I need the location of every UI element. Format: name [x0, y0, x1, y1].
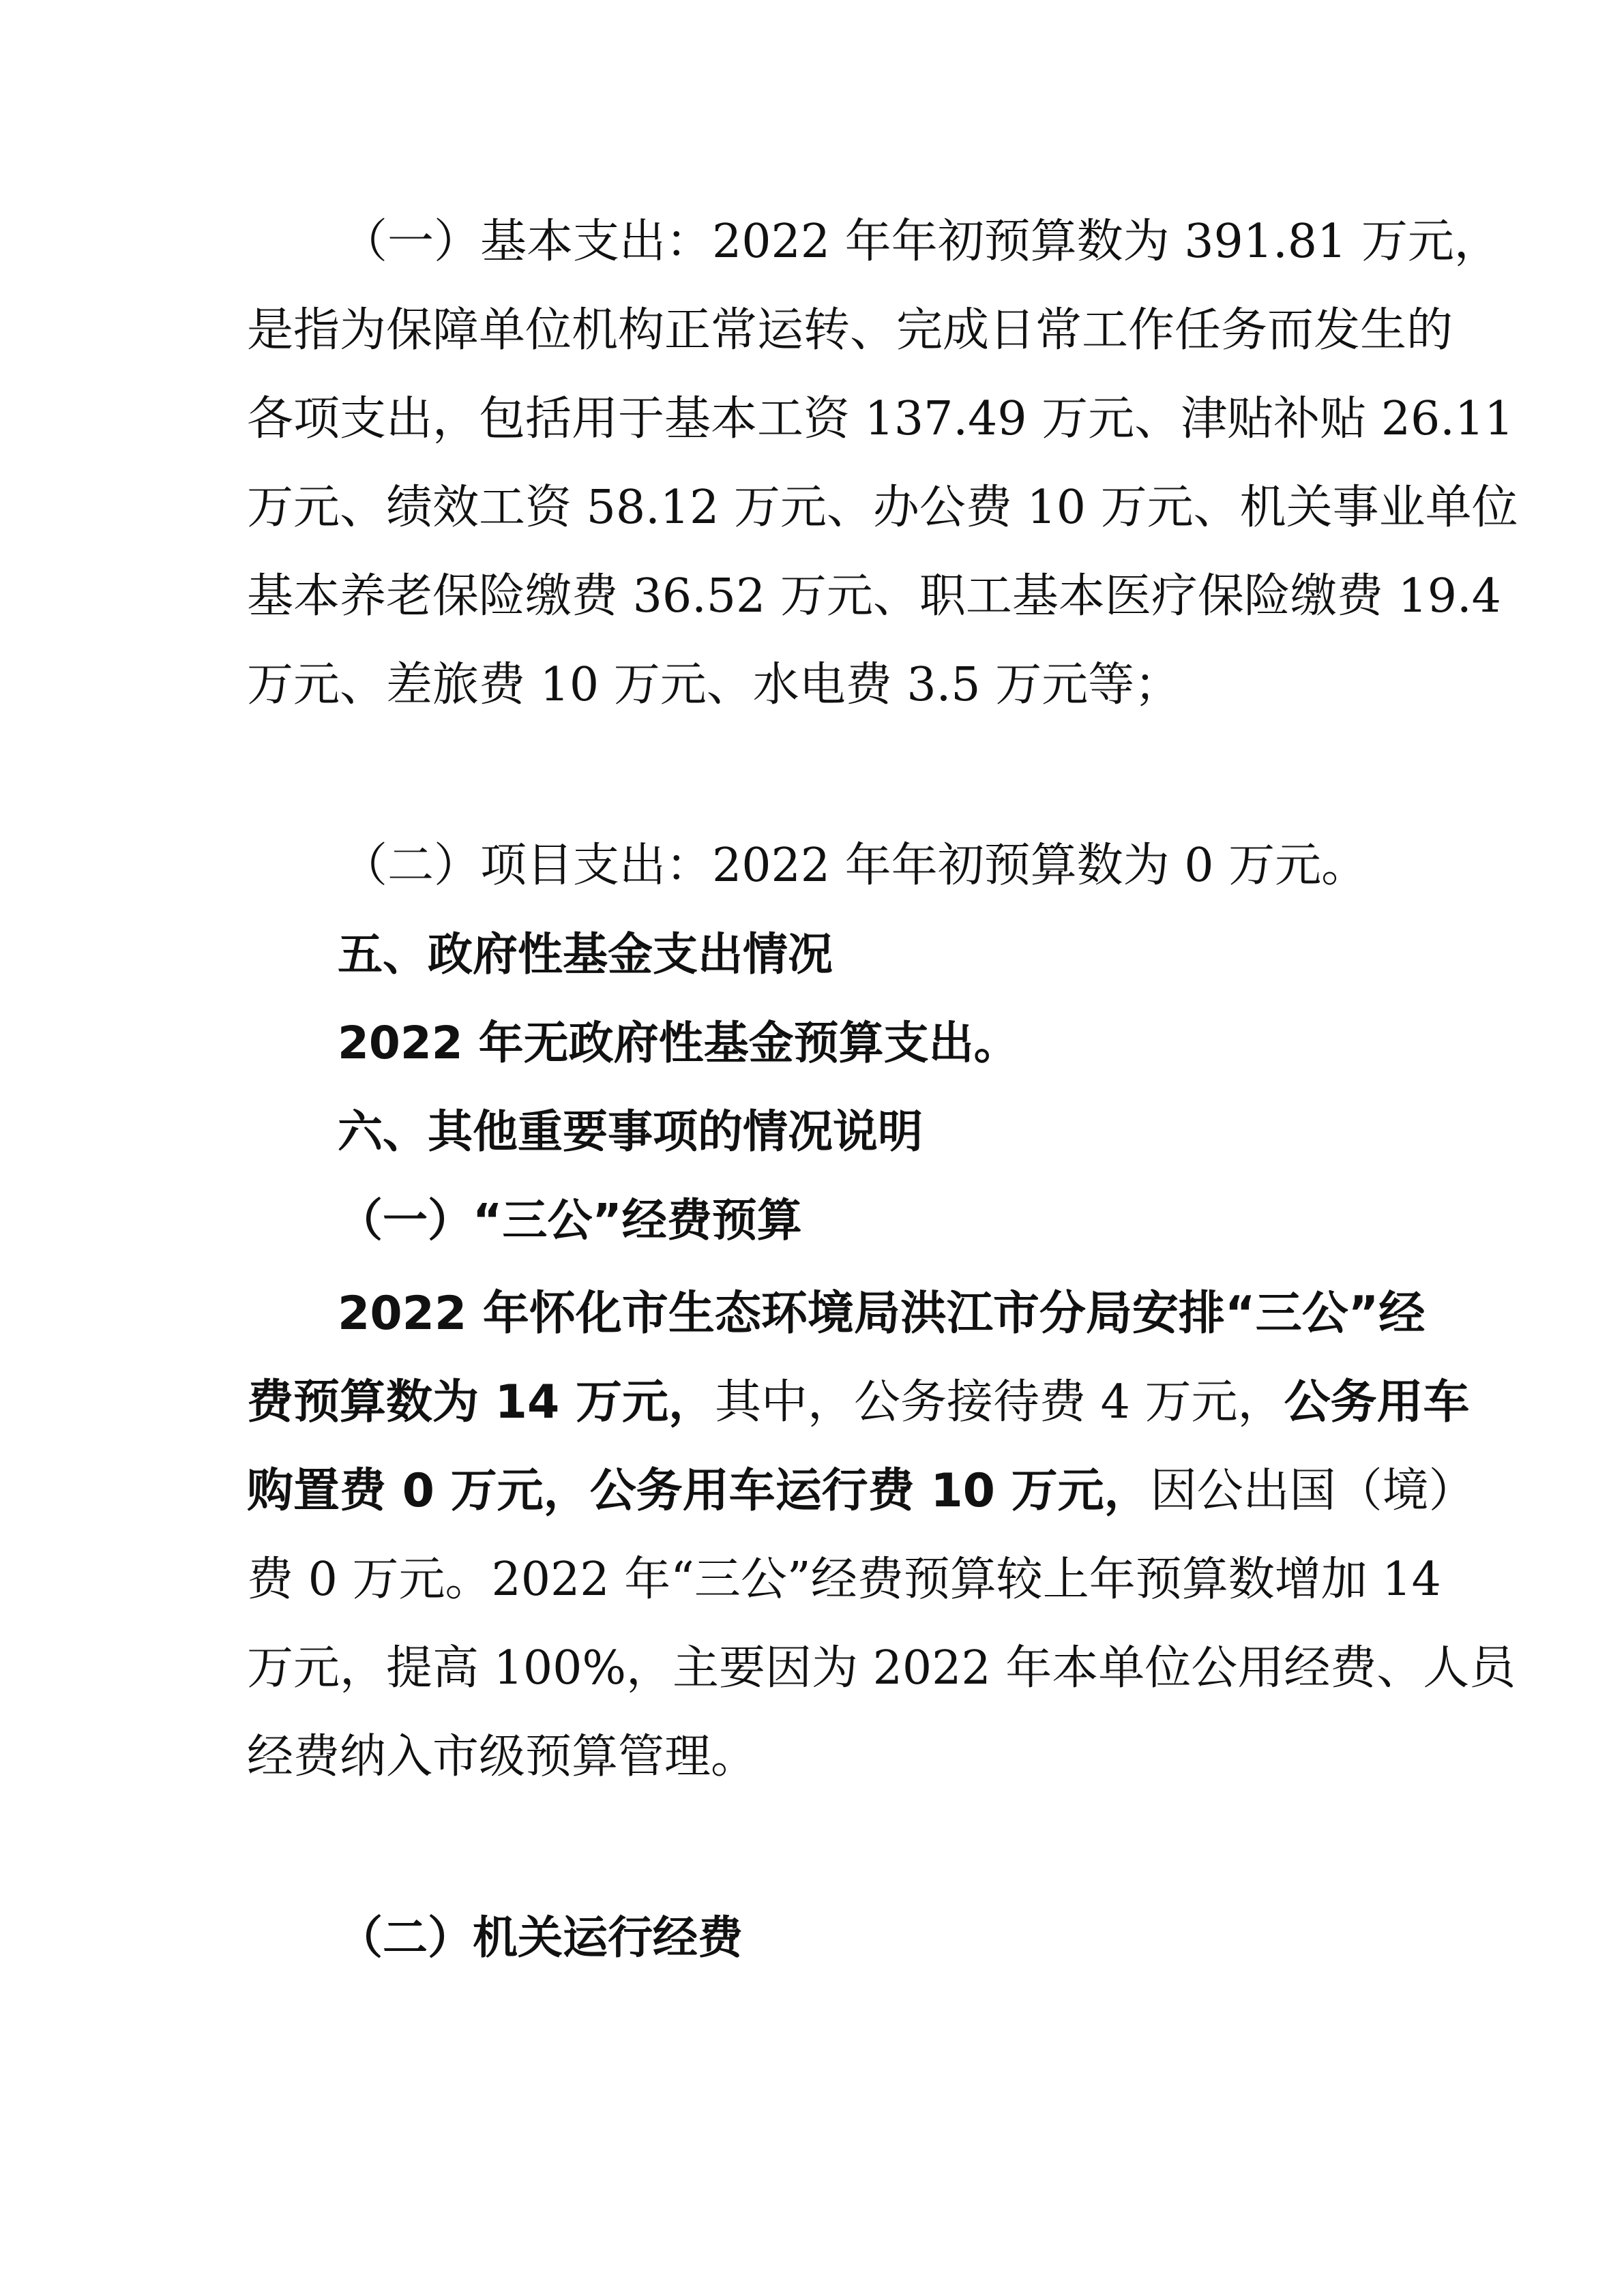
three-public-line-5: 万元，提高 100%，主要因为 2022 年本单位公用经费、人员 [247, 1641, 1516, 1695]
basic-expense-line-5: 基本养老保险缴费 36.52 万元、职工基本医疗保险缴费 19.4 [247, 569, 1501, 623]
sub-heading-three-public: （一）“三公”经费预算 [338, 1194, 802, 1247]
three-public-line-4: 费 0 万元。2022 年“三公”经费预算较上年预算数增加 14 [247, 1553, 1441, 1607]
three-public-line-3 [247, 1447, 1475, 1536]
heading-other-matters: 六、其他重要事项的情况说明 [338, 1105, 923, 1158]
three-public-line-3-normal: 因公出国（境） [1150, 1464, 1475, 1518]
sub-heading-operating-expenses: （二）机关运行经费 [338, 1911, 743, 1964]
project-expense-line: （二）项目支出：2022 年年初预算数为 0 万元。 [341, 839, 1368, 893]
basic-expense-line-2: 是指为保障单位机构正常运转、完成日常工作任务而发生的 [247, 303, 1453, 357]
basic-expense-line-1: （一）基本支出：2022 年年初预算数为 391.81 万元， [341, 215, 1501, 269]
three-public-line-2-normal: 其中，公务接待费 4 万元， [714, 1375, 1284, 1429]
three-public-line-2-bold-tail: 公务用车 [1284, 1375, 1470, 1429]
three-public-line-1: 2022 年怀化市生态环境局洪江市分局安排“三公”经 [338, 1287, 1426, 1341]
three-public-line-2 [247, 1358, 1470, 1447]
heading-government-fund: 五、政府性基金支出情况 [338, 928, 833, 981]
three-public-line-3-bold: 购置费 0 万元，公务用车运行费 10 万元， [247, 1464, 1151, 1518]
three-public-line-6: 经费纳入市级预算管理。 [247, 1730, 758, 1784]
fund-statement: 2022 年无政府性基金预算支出。 [338, 1017, 1019, 1069]
three-public-line-2-bold: 费预算数为 14 万元， [247, 1375, 715, 1429]
basic-expense-line-3: 各项支出，包括用于基本工资 137.49 万元、津贴补贴 26.11 [247, 392, 1514, 446]
basic-expense-line-6: 万元、差旅费 10 万元、水电费 3.5 万元等； [247, 658, 1181, 712]
basic-expense-line-4: 万元、绩效工资 58.12 万元、办公费 10 万元、机关事业单位 [247, 481, 1518, 535]
